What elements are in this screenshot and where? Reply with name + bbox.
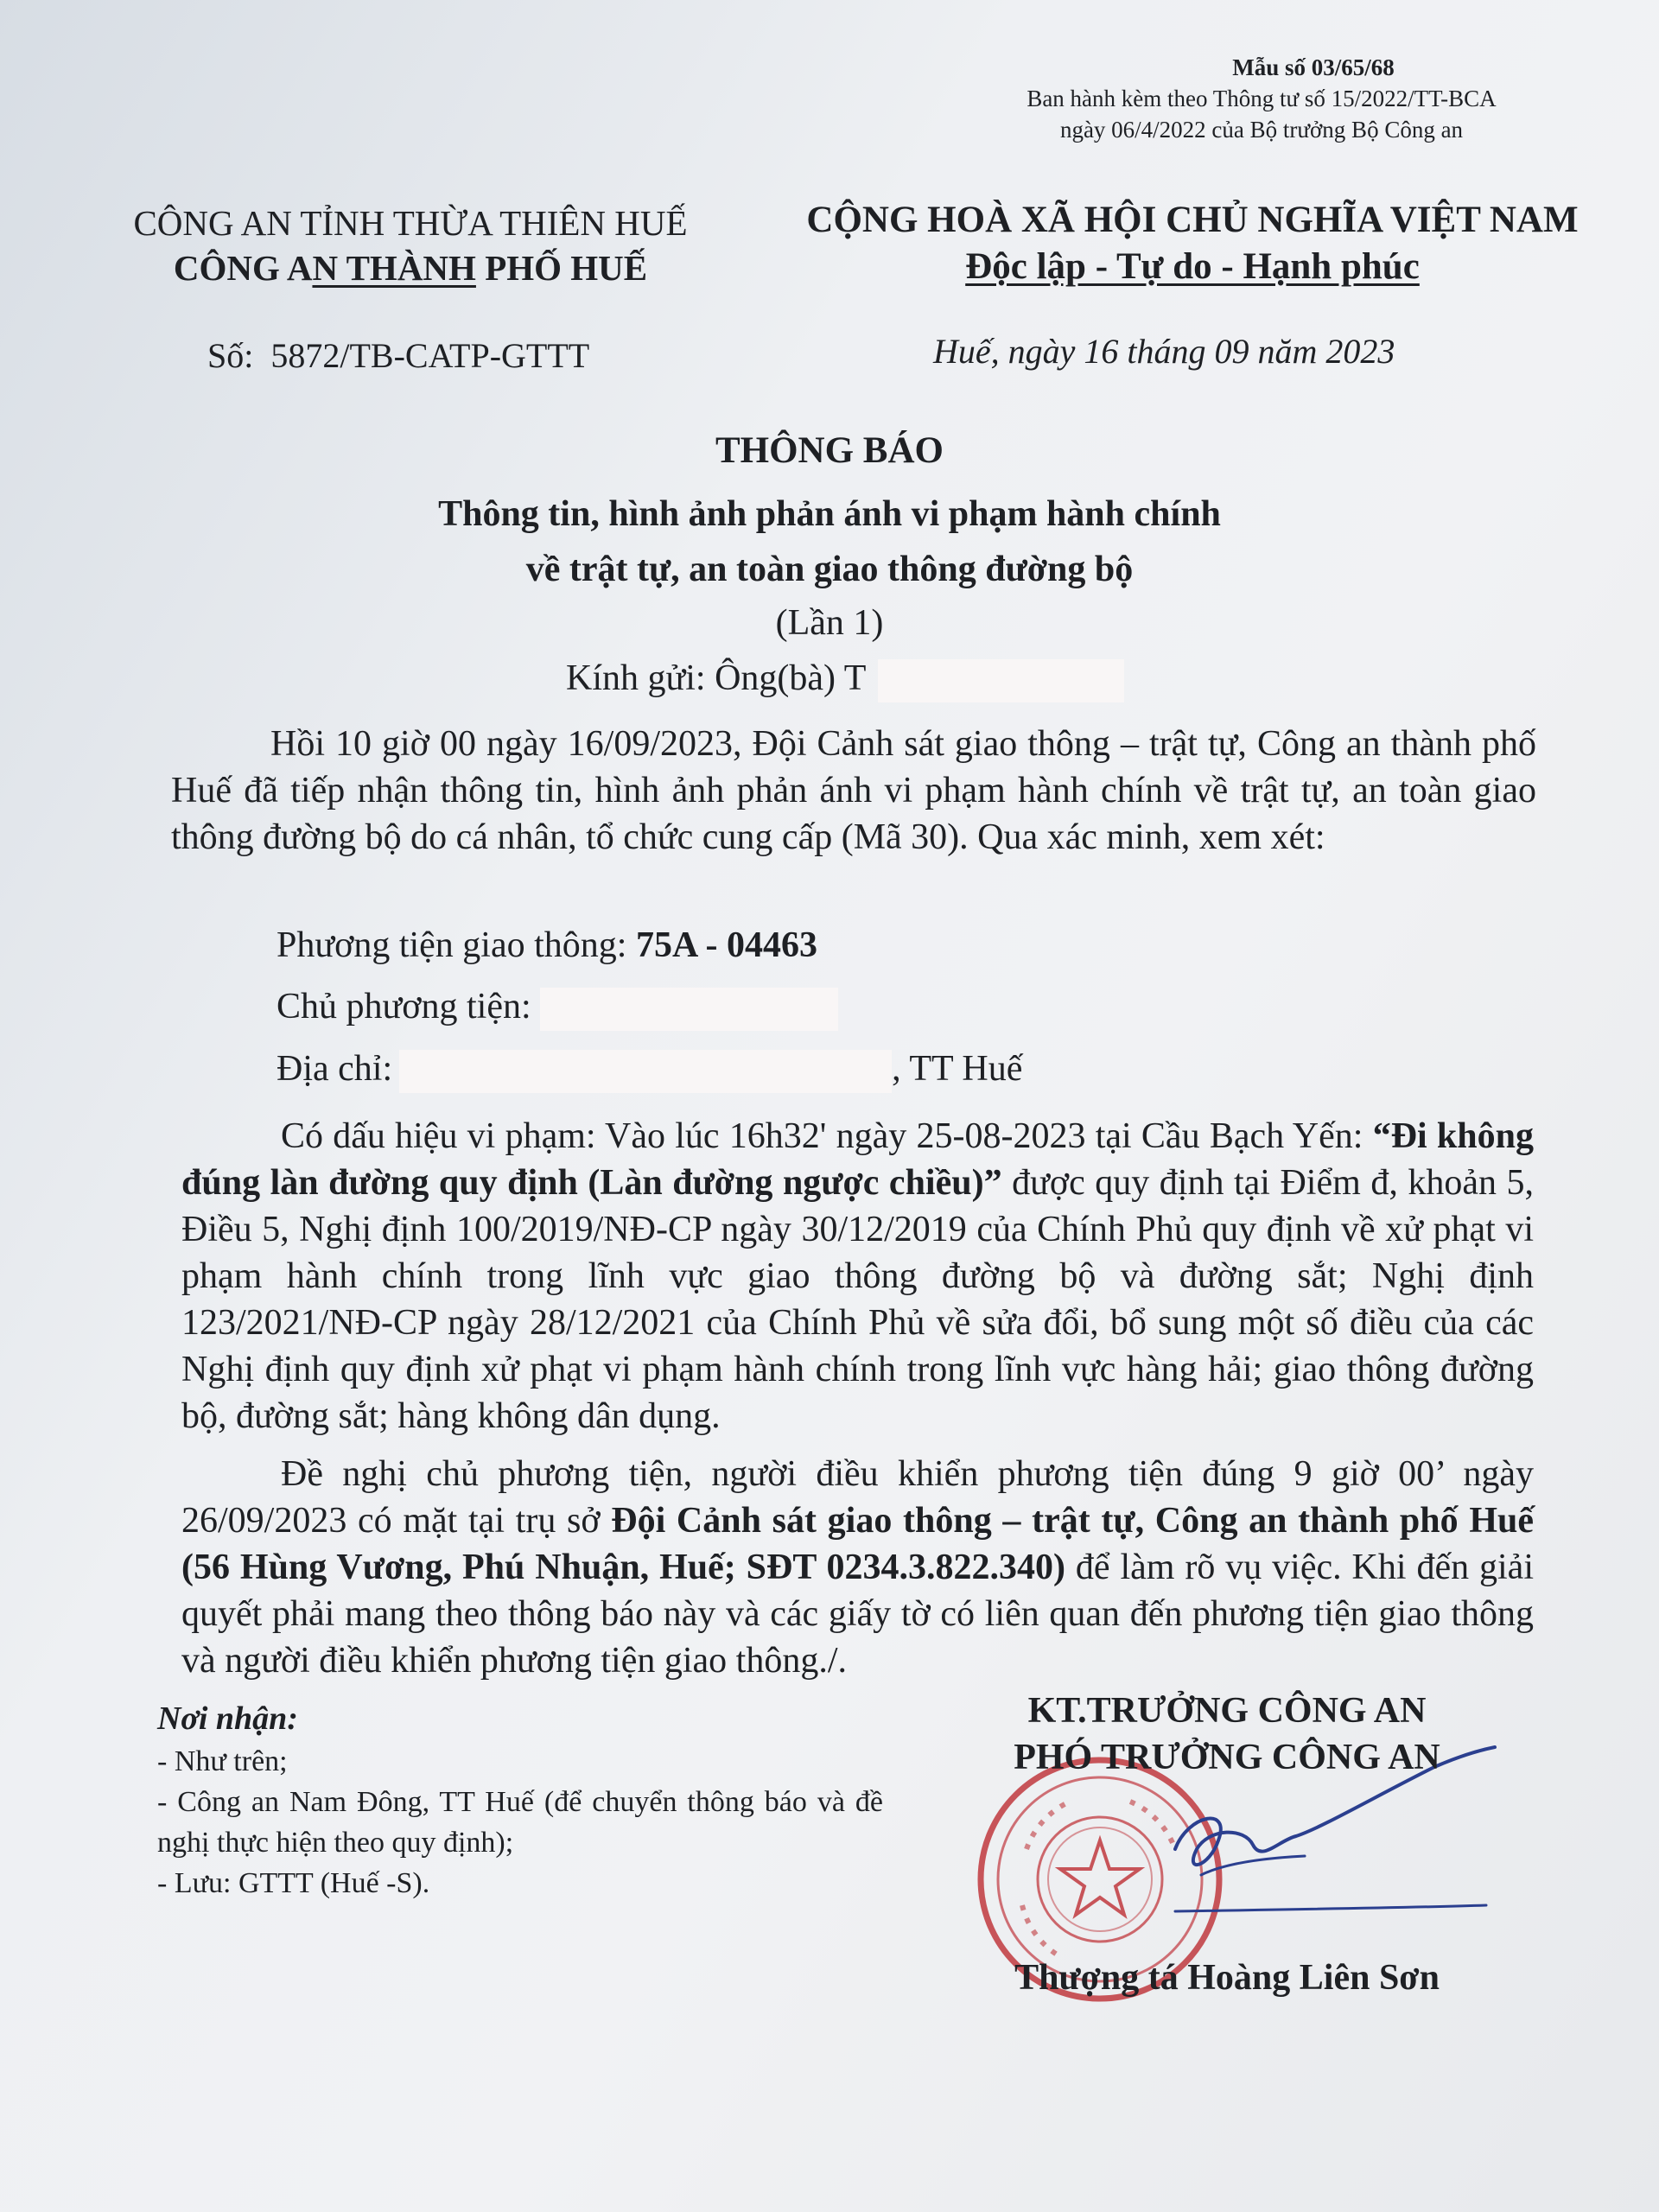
recipient-line [566, 658, 1124, 702]
recipients-heading: Nơi nhận: [157, 1700, 298, 1737]
nation-name: CỘNG HOÀ XÃ HỘI CHỦ NGHĨA VIỆT NAM [806, 200, 1579, 240]
agency-parent: CÔNG AN TỈNH THỪA THIÊN HUẾ [133, 203, 688, 243]
paragraph-intro [171, 721, 1536, 861]
signature-title-line-1: KT.TRƯỞNG CÔNG AN [1027, 1691, 1427, 1731]
vehicle-label: Phương tiện giao thông: [276, 925, 636, 965]
document-number [207, 335, 589, 376]
recipient-item: - Như trên; [157, 1745, 288, 1777]
redaction-box [399, 1050, 892, 1093]
form-date-line: ngày 06/4/2022 của Bộ trưởng Bộ Công an [1059, 117, 1464, 143]
violation-legal-basis: được quy định tại Điểm đ, khoản 5, Điều 5, Nghị định 100/2019/NĐ-CP ngày 30/12/2019 của Chính Phủ quy định về xử phạt vi phạm hành chính trong lĩnh vực giao thông đường bộ và đường sắt; Nghị định 123/2021/NĐ-CP ngày 28/12/2021 của Chính Phủ về sửa đổi, bổ sung một số điều của các Nghị định quy định xử phạt vi phạm hành chính trong lĩnh vực hàng hải; giao thông đường bộ, đường sắt; hàng không dân dụng. [181, 1163, 1535, 1436]
recipient-item: - Lưu: GTTT (Huế -S). [157, 1867, 430, 1899]
redaction-box [540, 988, 838, 1031]
place-and-date: Huế, ngày 16 tháng 09 năm 2023 [933, 332, 1395, 371]
violation-lead: Có dấu hiệu vi phạm: Vào lúc 16h32' ngày 25-08-2023 tại Cầu Bạch Yến: [281, 1116, 1373, 1156]
nation-motto-text: Độc lập - Tự do - Hạnh phúc [965, 246, 1420, 287]
subtitle-line-1: Thông tin, hình ảnh phản ánh vi phạm hành chính [438, 494, 1221, 534]
paragraph-intro-text: Hồi 10 giờ 00 ngày 16/09/2023, Đội Cảnh sát giao thông – trật tự, Công an thành phố Huế đã tiếp nhận thông tin, hình ảnh phản ánh vi phạm hành chính về trật tự, an toàn giao thông đường bộ do cá nhân, tổ chức cung cấp (Mã 30). Qua xác minh, xem xét: [171, 724, 1536, 857]
nation-motto [760, 244, 1624, 290]
form-issued-line: Ban hành kèm theo Thông tư số 15/2022/TT-BCA [1027, 86, 1497, 111]
summons-office: Đội Cảnh sát giao thông – trật tự, Công an thành phố Huế (56 Hùng Vương, Phú Nhuận, Huế; SĐT 0234.3.822.340) [181, 1501, 1534, 1587]
form-code: Mẫu số 03/65/68 [1232, 54, 1395, 80]
signer-name: Thượng tá Hoàng Liên Sơn [1014, 1958, 1440, 1998]
attempt-number: (Lần 1) [775, 603, 884, 643]
agency-unit-underlined: N THÀNH [312, 248, 476, 288]
agency-unit-part: PHỐ HUẾ [475, 248, 648, 288]
national-header [760, 197, 1624, 290]
document-subtitle [0, 486, 1659, 597]
address-suffix: , TT Huế [892, 1049, 1023, 1089]
agency-unit [69, 245, 752, 290]
recipient-item: - Công an Nam Đông, TT Huế (để chuyển thông báo và đề nghị thực hiện theo quy định); [157, 1786, 883, 1859]
recipient-label: Kính gửi: Ông(bà) T [566, 658, 867, 698]
document-title: THÔNG BÁO [715, 430, 944, 471]
agency-unit-part: CÔNG A [173, 248, 313, 288]
recipients-list [157, 1699, 883, 1904]
doc-number-label: Số: [207, 336, 254, 375]
signature-title-line-2: PHÓ TRƯỞNG CÔNG AN [1014, 1738, 1440, 1777]
signature-title [968, 1688, 1486, 1781]
violation-description: “Đi không đúng làn đường quy định (Làn đường ngược chiều)” [181, 1116, 1535, 1203]
summons-rest: để làm rõ vụ việc. Khi đến giải quyết phải mang theo thông báo này và các giấy tờ có liên quan đến phương tiện giao thông và người điều khiển phương tiện giao thông./. [181, 1548, 1534, 1681]
paragraph-summons [181, 1451, 1534, 1684]
form-reference [933, 52, 1590, 145]
summons-lead: Đề nghị chủ phương tiện, người điều khiển phương tiện đúng 9 giờ 00’ ngày 26/09/2023 có mặt tại trụ sở [181, 1454, 1534, 1541]
doc-number-value: 5872/TB-CATP-GTTT [270, 336, 590, 375]
subtitle-line-2: về trật tự, an toàn giao thông đường bộ [525, 550, 1134, 589]
redaction-box [878, 659, 1124, 702]
paragraph-violation [181, 1113, 1534, 1440]
address-label: Địa chỉ: [276, 1049, 393, 1089]
owner-label: Chủ phương tiện: [276, 987, 531, 1027]
vehicle-field [276, 925, 817, 966]
owner-field [276, 986, 838, 1031]
issuing-agency [69, 200, 752, 290]
vehicle-plate: 75A - 04463 [635, 925, 817, 965]
address-field [276, 1048, 1022, 1093]
